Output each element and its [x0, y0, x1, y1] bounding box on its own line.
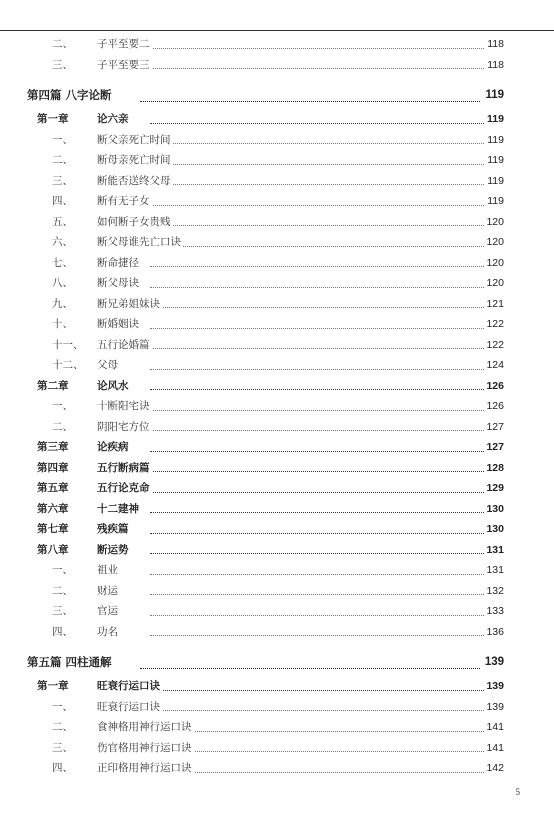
- toc-entry-title: 十二建神: [97, 499, 141, 520]
- toc-entry-title: 残疾篇: [97, 519, 131, 540]
- dot-leader: [150, 417, 484, 438]
- toc-entry-title: 论风水: [97, 376, 131, 397]
- toc-item-row[interactable]: [0, 34, 554, 55]
- toc-entry-title: 断兄弟姐妹诀: [97, 294, 162, 315]
- toc-item-row[interactable]: [0, 622, 554, 643]
- toc-entry-number: 第六章: [37, 499, 69, 520]
- toc-entry-page: 119: [486, 171, 504, 192]
- dot-leader: [150, 34, 484, 55]
- toc-item-row[interactable]: [0, 130, 554, 151]
- dot-leader: [150, 478, 484, 499]
- toc-entry-page: 130: [485, 519, 504, 540]
- toc-entry-page: 130: [485, 499, 504, 520]
- toc-entry-number: 三、: [52, 738, 73, 759]
- toc-entry-page: 120: [485, 212, 504, 233]
- toc-entry-page: 127: [485, 417, 504, 438]
- toc-item-row[interactable]: [0, 273, 554, 294]
- toc-chapter-row[interactable]: [0, 478, 554, 499]
- toc-entry-title: 断运势: [97, 540, 131, 561]
- toc-item-row[interactable]: [0, 294, 554, 315]
- toc-entry-number: 一、: [52, 396, 73, 417]
- toc-entry-page: 142: [485, 758, 504, 779]
- toc-entry-number: 二、: [52, 417, 73, 438]
- toc-entry-title: 断父亲死亡时间: [97, 130, 173, 151]
- toc-entry-number: 四、: [52, 191, 73, 212]
- dot-leader: [150, 253, 484, 274]
- toc-entry-number: 四、: [52, 758, 73, 779]
- toc-item-row[interactable]: [0, 697, 554, 718]
- toc-entry-page: 133: [485, 601, 504, 622]
- dot-leader: [150, 191, 484, 212]
- dot-leader: [150, 130, 484, 151]
- toc-entry-title: 断父母诀: [97, 273, 141, 294]
- toc-entry-number: 三、: [52, 171, 73, 192]
- toc-entry-page: 131: [485, 540, 504, 561]
- toc-entry-page: 139: [485, 676, 504, 697]
- table-of-contents: [0, 34, 554, 779]
- toc-entry-number: 五、: [52, 212, 73, 233]
- toc-entry-number: 十一、: [52, 335, 84, 356]
- toc-entry-number: 二、: [52, 581, 73, 602]
- dot-leader: [150, 150, 484, 171]
- toc-chapter-row[interactable]: [0, 376, 554, 397]
- toc-entry-number: 第八章: [37, 540, 69, 561]
- toc-entry-title: 断能否送终父母: [97, 171, 173, 192]
- toc-entry-page: 120: [485, 253, 504, 274]
- dot-leader: [150, 540, 484, 561]
- dot-leader: [150, 212, 484, 233]
- dot-leader: [150, 376, 484, 397]
- dot-leader: [150, 738, 484, 759]
- toc-entry-page: 136: [485, 622, 504, 643]
- toc-section-row[interactable]: [0, 82, 554, 109]
- toc-entry-number: 三、: [52, 601, 73, 622]
- toc-item-row[interactable]: [0, 355, 554, 376]
- toc-entry-page: 126: [485, 396, 504, 417]
- toc-entry-page: 119: [486, 191, 504, 212]
- toc-entry-page: 127: [485, 437, 504, 458]
- dot-leader: [150, 758, 484, 779]
- toc-entry-number: 一、: [52, 697, 73, 718]
- toc-section-row[interactable]: [0, 649, 554, 676]
- toc-item-row[interactable]: [0, 717, 554, 738]
- header-rule: [0, 30, 554, 31]
- toc-chapter-row[interactable]: [0, 499, 554, 520]
- toc-entry-title: 财运: [97, 581, 120, 602]
- toc-entry-title: 第四篇 八字论断: [27, 82, 114, 109]
- toc-chapter-row[interactable]: [0, 540, 554, 561]
- toc-chapter-row[interactable]: [0, 109, 554, 130]
- toc-entry-page: 122: [485, 335, 504, 356]
- toc-entry-title: 断命捷径: [97, 253, 141, 274]
- dot-leader: [150, 560, 484, 581]
- toc-entry-title: 旺衰行运口诀: [97, 697, 162, 718]
- toc-chapter-row[interactable]: [0, 458, 554, 479]
- toc-item-row[interactable]: [0, 560, 554, 581]
- toc-entry-number: 第五章: [37, 478, 69, 499]
- toc-entry-title: 阴阳宅方位: [97, 417, 152, 438]
- toc-entry-number: 二、: [52, 34, 73, 55]
- toc-entry-number: 二、: [52, 150, 73, 171]
- dot-leader: [140, 649, 480, 676]
- toc-chapter-row[interactable]: [0, 437, 554, 458]
- toc-entry-title: 官运: [97, 601, 120, 622]
- toc-item-row[interactable]: [0, 212, 554, 233]
- toc-entry-number: 九、: [52, 294, 73, 315]
- toc-entry-page: 122: [485, 314, 504, 335]
- dot-leader: [150, 335, 484, 356]
- page-number: 5: [515, 787, 520, 797]
- toc-entry-title: 论六亲: [97, 109, 131, 130]
- toc-entry-number: 第一章: [37, 676, 69, 697]
- toc-item-row[interactable]: [0, 417, 554, 438]
- dot-leader: [150, 109, 484, 130]
- dot-leader: [150, 314, 484, 335]
- toc-entry-page: 118: [486, 55, 504, 76]
- toc-entry-page: 129: [485, 478, 504, 499]
- toc-entry-page: 120: [485, 273, 504, 294]
- toc-entry-number: 一、: [52, 130, 73, 151]
- toc-entry-number: 八、: [52, 273, 73, 294]
- toc-entry-number: 四、: [52, 622, 73, 643]
- dot-leader: [150, 601, 484, 622]
- toc-entry-title: 子平至要三: [97, 55, 152, 76]
- toc-entry-number: 六、: [52, 232, 73, 253]
- toc-entry-number: 十、: [52, 314, 73, 335]
- toc-item-row[interactable]: [0, 150, 554, 171]
- toc-entry-number: 第二章: [37, 376, 69, 397]
- toc-entry-page: 126: [485, 376, 504, 397]
- toc-entry-number: 一、: [52, 560, 73, 581]
- toc-entry-title: 祖业: [97, 560, 120, 581]
- toc-entry-page: 119: [484, 82, 504, 109]
- toc-entry-page: 119: [486, 130, 504, 151]
- toc-item-row[interactable]: [0, 335, 554, 356]
- toc-item-row[interactable]: [0, 758, 554, 779]
- toc-entry-title: 子平至要二: [97, 34, 152, 55]
- toc-item-row[interactable]: [0, 738, 554, 759]
- toc-entry-title: 旺衰行运口诀: [97, 676, 162, 697]
- dot-leader: [150, 232, 484, 253]
- toc-entry-page: 141: [485, 717, 504, 738]
- toc-item-row[interactable]: [0, 55, 554, 76]
- toc-entry-title: 断婚姻诀: [97, 314, 141, 335]
- toc-entry-title: 第五篇 四柱通解: [27, 649, 114, 676]
- toc-item-row[interactable]: [0, 601, 554, 622]
- dot-leader: [150, 581, 484, 602]
- toc-item-row[interactable]: [0, 396, 554, 417]
- toc-entry-title: 十断阳宅诀: [97, 396, 152, 417]
- toc-entry-number: 二、: [52, 717, 73, 738]
- dot-leader: [150, 396, 484, 417]
- toc-entry-page: 119: [486, 109, 504, 130]
- toc-entry-title: 五行论克命: [97, 478, 152, 499]
- toc-chapter-row[interactable]: [0, 676, 554, 697]
- dot-leader: [150, 355, 484, 376]
- dot-leader: [150, 273, 484, 294]
- toc-entry-number: 第七章: [37, 519, 69, 540]
- toc-entry-title: 伤官格用神行运口诀: [97, 738, 194, 759]
- toc-entry-title: 五行断病篇: [97, 458, 152, 479]
- toc-entry-title: 断父母谁先亡口诀: [97, 232, 183, 253]
- toc-entry-page: 124: [485, 355, 504, 376]
- toc-entry-number: 三、: [52, 55, 73, 76]
- toc-entry-number: 七、: [52, 253, 73, 274]
- toc-entry-title: 断母亲死亡时间: [97, 150, 173, 171]
- toc-entry-page: 132: [485, 581, 504, 602]
- toc-entry-number: 第三章: [37, 437, 69, 458]
- dot-leader: [150, 622, 484, 643]
- toc-entry-page: 121: [485, 294, 504, 315]
- toc-entry-title: 五行论婚篇: [97, 335, 152, 356]
- dot-leader: [150, 458, 484, 479]
- toc-item-row[interactable]: [0, 314, 554, 335]
- dot-leader: [150, 717, 484, 738]
- toc-entry-number: 第四章: [37, 458, 69, 479]
- dot-leader: [150, 519, 484, 540]
- dot-leader: [150, 171, 484, 192]
- toc-item-row[interactable]: [0, 253, 554, 274]
- dot-leader: [150, 294, 484, 315]
- dot-leader: [150, 697, 484, 718]
- toc-chapter-row[interactable]: [0, 519, 554, 540]
- dot-leader: [150, 55, 484, 76]
- toc-entry-number: 第一章: [37, 109, 69, 130]
- dot-leader: [140, 82, 480, 109]
- toc-entry-number: 十二、: [52, 355, 84, 376]
- toc-entry-title: 父母: [97, 355, 120, 376]
- toc-entry-title: 功名: [97, 622, 120, 643]
- toc-entry-page: 131: [485, 560, 504, 581]
- dot-leader: [150, 499, 484, 520]
- toc-entry-title: 正印格用神行运口诀: [97, 758, 194, 779]
- toc-entry-page: 118: [486, 34, 504, 55]
- toc-entry-title: 断有无子女: [97, 191, 152, 212]
- toc-entry-page: 128: [485, 458, 504, 479]
- toc-entry-page: 141: [485, 738, 504, 759]
- toc-item-row[interactable]: [0, 171, 554, 192]
- toc-item-row[interactable]: [0, 232, 554, 253]
- toc-entry-page: 139: [484, 649, 504, 676]
- toc-entry-title: 如何断子女贵贱: [97, 212, 173, 233]
- dot-leader: [150, 676, 484, 697]
- toc-item-row[interactable]: [0, 191, 554, 212]
- toc-entry-page: 119: [486, 150, 504, 171]
- toc-entry-title: 论疾病: [97, 437, 131, 458]
- toc-entry-title: 食神格用神行运口诀: [97, 717, 194, 738]
- dot-leader: [150, 437, 484, 458]
- toc-item-row[interactable]: [0, 581, 554, 602]
- toc-entry-page: 120: [485, 232, 504, 253]
- toc-entry-page: 139: [485, 697, 504, 718]
